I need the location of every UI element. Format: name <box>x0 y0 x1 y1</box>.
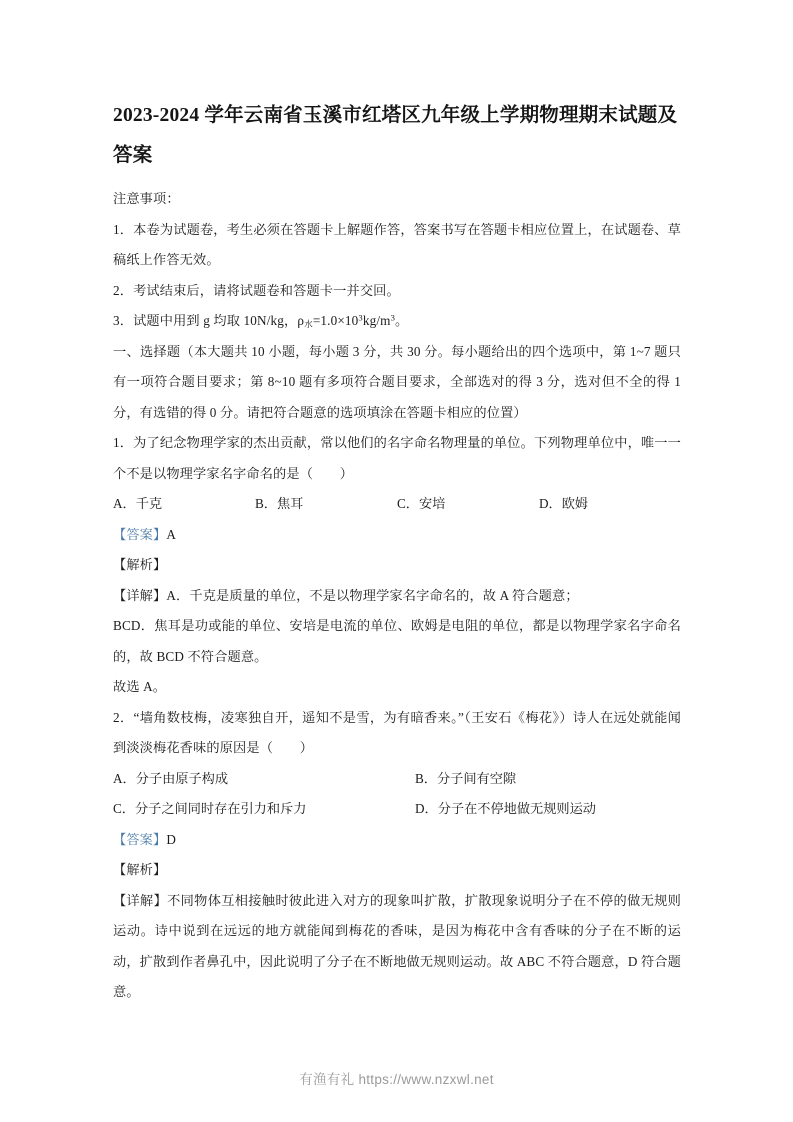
question-1-options <box>113 489 681 520</box>
answer-value: D <box>166 831 177 847</box>
footer-watermark: 有渔有礼 https://www.nzxwl.net <box>299 1072 494 1087</box>
question-1-detail-2: BCD．焦耳是功或能的单位、安培是电流的单位、欧姆是电阻的单位，都是以物理学家名字命名的，故 BCD 不符合题意。 <box>113 618 681 664</box>
question-2-option-a[interactable]: A．分子由原子构成 <box>113 770 229 786</box>
notes-heading: 注意事项： <box>113 191 180 206</box>
note-item-1: 1．本卷为试题卷，考生必须在答题卡上解题作答，答案书写在答题卡相应位置上，在试题卷、草稿纸上作答无效。 <box>113 221 681 267</box>
question-2-analysis-label: 【解析】 <box>113 862 167 877</box>
question-2-stem: 2．“墙角数枝梅，凌寒独自开，遥知不是雪，为有暗香来。”（王安石《梅花》）诗人在远处就能闻到淡淡梅花香味的原因是（ ） <box>113 709 681 755</box>
volume-exponent: 3 <box>390 312 396 323</box>
note-3-prefix: 3．试题中用到 g 均取 10N/kg， <box>113 313 298 328</box>
density-equals: =1.0×10 <box>312 313 359 328</box>
answer-label: 【答案】 <box>113 526 167 542</box>
question-1-analysis-label: 【解析】 <box>113 557 167 572</box>
detail-label: 【详解】 <box>113 892 168 908</box>
question-1-option-d[interactable]: D．欧姆 <box>539 496 589 511</box>
answer-label: 【答案】 <box>113 831 167 847</box>
answer-value: A <box>166 526 177 542</box>
detail-text: 不同物体互相接触时彼此进入对方的现象叫扩散，扩散现象说明分子在不停的做无规则运动。诗中说到在远远的地方就能闻到梅花的香味，是因为梅花中含有香味的分子在不断的运动，扩散到作者鼻孔中，因此说明了分子在不断地做无规则运动。故 ABC 不符合题意，D 符合题意。 <box>113 892 681 999</box>
rho-symbol: ρ <box>297 313 305 328</box>
question-2-options-row-2 <box>113 794 681 825</box>
detail-label: 【详解】 <box>113 587 167 603</box>
question-2-option-d[interactable]: D．分子在不停地做无规则运动 <box>415 801 596 816</box>
document-content <box>113 96 681 1008</box>
question-2-answer <box>113 825 681 856</box>
note-item-3 <box>113 306 681 337</box>
note-item-2: 2．考试结束后，请将试题卷和答题卡一并交回。 <box>113 282 400 298</box>
question-2-detail-1 <box>113 886 681 1008</box>
question-1-option-b[interactable]: B．焦耳 <box>255 496 304 511</box>
question-1-option-c[interactable]: C．安培 <box>397 496 446 511</box>
density-unit: kg/m <box>362 313 391 328</box>
question-1-answer <box>113 520 681 551</box>
density-exponent: 3 <box>358 312 363 323</box>
page-title: 2023-2024 学年云南省玉溪市红塔区九年级上学期物理期末试题及答案 <box>113 105 678 166</box>
detail-text: A．千克是质量的单位，不是以物理学家名字命名的，故 A 符合题意； <box>166 587 579 603</box>
question-2-option-b[interactable]: B．分子间有空隙 <box>415 770 517 786</box>
question-1-detail-3: 故选 A。 <box>113 679 167 694</box>
note-3-suffix: 。 <box>395 313 409 328</box>
question-1-stem: 1．为了纪念物理学家的杰出贡献，常以他们的名字命名物理量的单位。下列物理单位中，唯一一个不是以物理学家名字命名的是（ ） <box>113 435 681 481</box>
section-one-heading: 一、选择题（本大题共 10 小题，每小题 3 分，共 30 分。每小题给出的四个选项中，第 1~7 题只有一项符合题目要求；第 8~10 题有多项符合题目要求，全部选对的得 3 分，选对但不全的得 1 分，有选错的得 0 分。请把符合题意的选项填涂在答题卡相应的位置） <box>113 343 681 420</box>
rho-subscript: 水 <box>304 318 313 329</box>
question-2-option-c[interactable]: C．分子之间同时存在引力和斥力 <box>113 801 307 816</box>
question-2-options-row-1 <box>113 764 681 795</box>
question-1-detail-1 <box>113 581 681 612</box>
question-1-option-a[interactable]: A．千克 <box>113 496 163 511</box>
